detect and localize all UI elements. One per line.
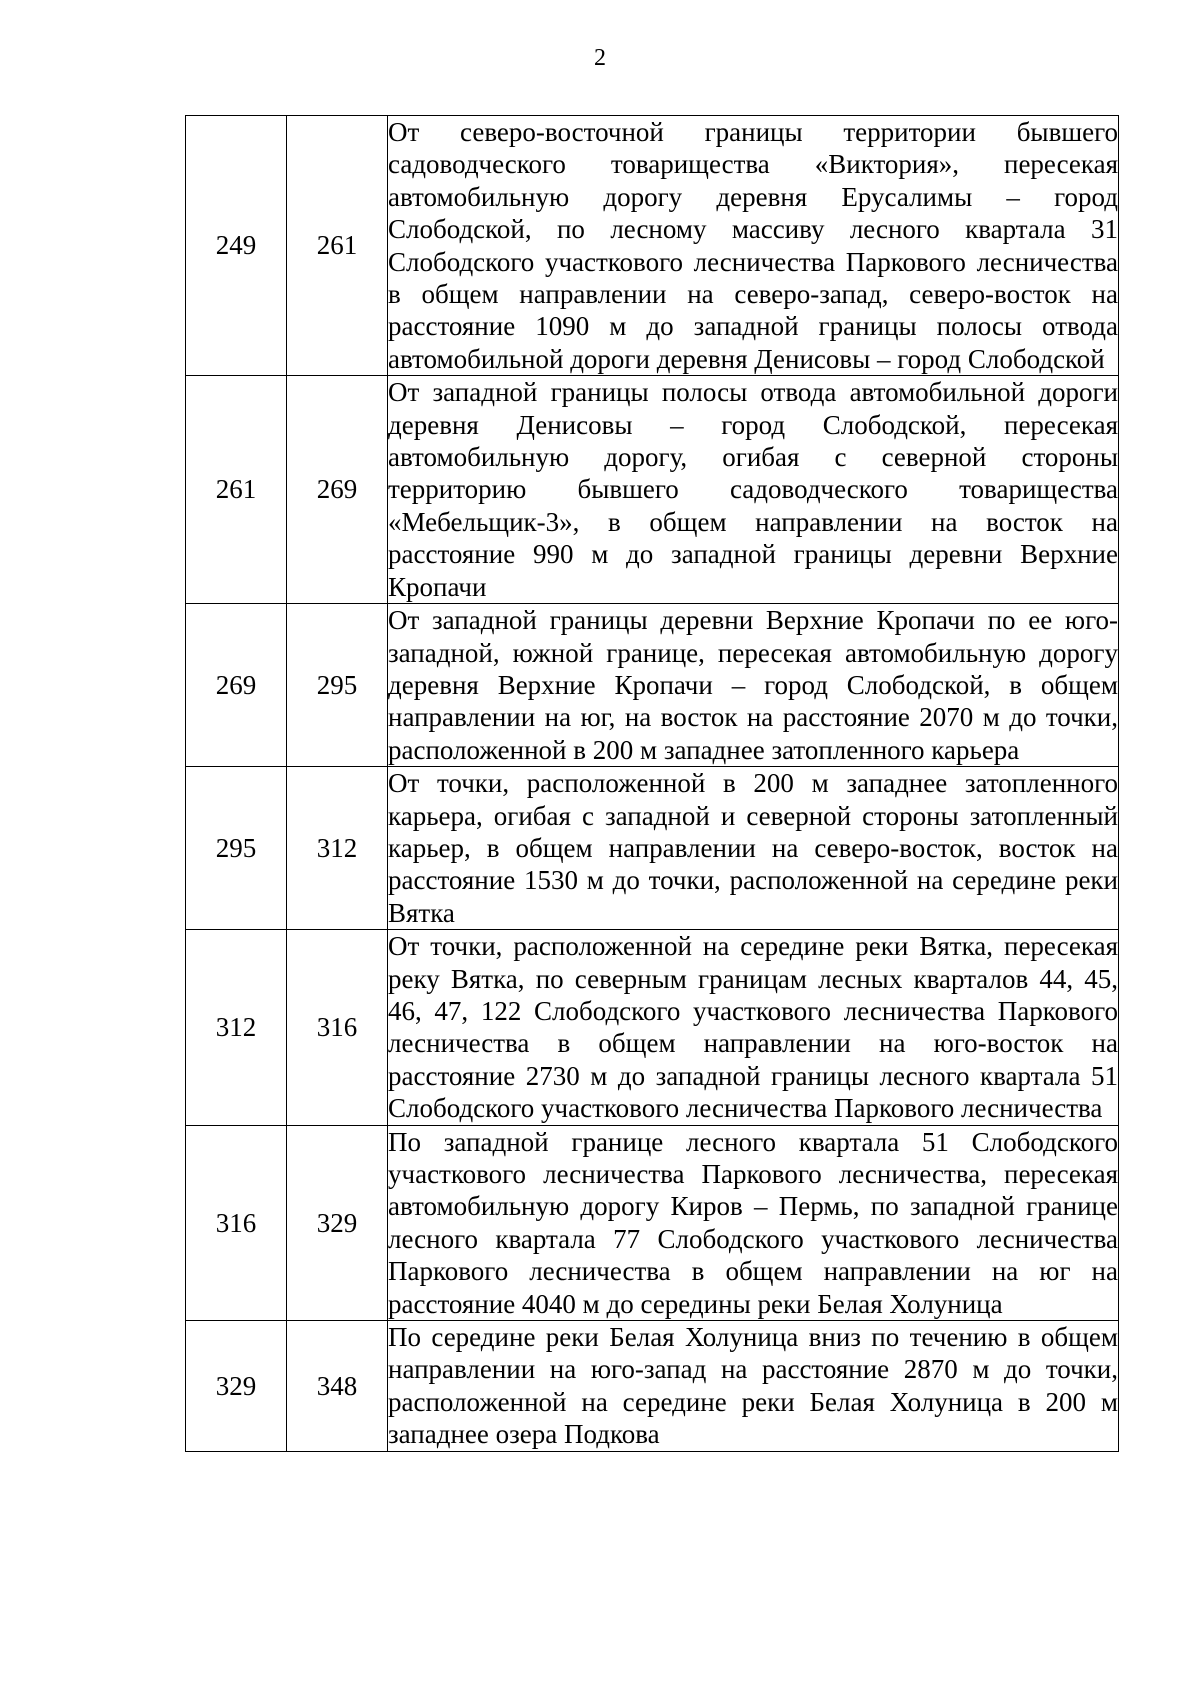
point-to: 312 [287,767,388,930]
point-to: 261 [287,116,388,376]
boundary-description: От западной границы деревни Верхние Кропачи по ее юго-западной, южной границе, пересекая автомобильную дорогу деревня Верхние Кропачи – город Слободской, в общем направлении на юг, на восток на расстояние 2070 м до точки, расположенной в 200 м западнее затопленного карьера [388,605,1118,765]
page-number: 2 [594,45,606,71]
table-row [186,930,1119,1125]
boundary-description: От точки, расположенной в 200 м западнее затопленного карьера, огибая с западной и северной стороны затопленный карьер, в общем направлении на северо-восток, восток на расстояние 1530 м до точки, расположенной на середине реки Вятка [388,768,1118,928]
boundary-description: По западной границе лесного квартала 51 Слободского участкового лесничества Паркового лесничества, пересекая автомобильную дорогу Киров – Пермь, по западной границе лесного квартала 77 Слободского участкового лесничества Паркового лесничества в общем направлении на юг на расстояние 4040 м до середины реки Белая Холуница [388,1126,1118,1319]
point-to: 348 [287,1321,388,1452]
boundary-description: От точки, расположенной на середине реки Вятка, пересекая реку Вятка, по северным границам лесных кварталов 44, 45, 46, 47, 122 Слободского участкового лесничества Паркового лесничества в общем направлении на юго-восток на расстояние 2730 м до западной границы лесного квартала 51 Слободского участкового лесничества Паркового лесничества [388,931,1118,1124]
table-row [186,1125,1119,1320]
point-from: 295 [186,767,287,930]
point-to: 295 [287,604,388,767]
point-from: 269 [186,604,287,767]
point-from: 261 [186,376,287,604]
point-to: 316 [287,930,388,1125]
point-from: 316 [186,1125,287,1320]
table-row [186,604,1119,767]
boundary-description: От северо-восточной границы территории бывшего садоводческого товарищества «Виктория», пересекая автомобильную дорогу деревня Ерусалимы – город Слободской, по лесному массиву лесного квартала 31 Слободского участкового лесничества Паркового лесничества в общем направлении на северо-запад, северо-восток на расстояние 1090 м до западной границы полосы отвода автомобильной дороги деревня Денисовы – город Слободской [388,117,1118,374]
boundary-description: По середине реки Белая Холуница вниз по течению в общем направлении на юго-запад на расстояние 2870 м до точки, расположенной на середине реки Белая Холуница в 200 м западнее озера Подкова [388,1322,1118,1450]
point-to: 329 [287,1125,388,1320]
point-from: 329 [186,1321,287,1452]
point-from: 312 [186,930,287,1125]
point-from: 249 [186,116,287,376]
table-row [186,1321,1119,1452]
table-row [186,767,1119,930]
boundary-description: От западной границы полосы отвода автомобильной дороги деревня Денисовы – город Слободской, пересекая автомобильную дорогу, огибая с северной стороны территорию бывшего садоводческого товарищества «Мебельщик-3», в общем направлении на восток на расстояние 990 м до западной границы деревни Верхние Кропачи [388,377,1118,602]
table-row [186,116,1119,376]
point-to: 269 [287,376,388,604]
boundary-description-table [185,115,1119,1452]
table-row [186,376,1119,604]
